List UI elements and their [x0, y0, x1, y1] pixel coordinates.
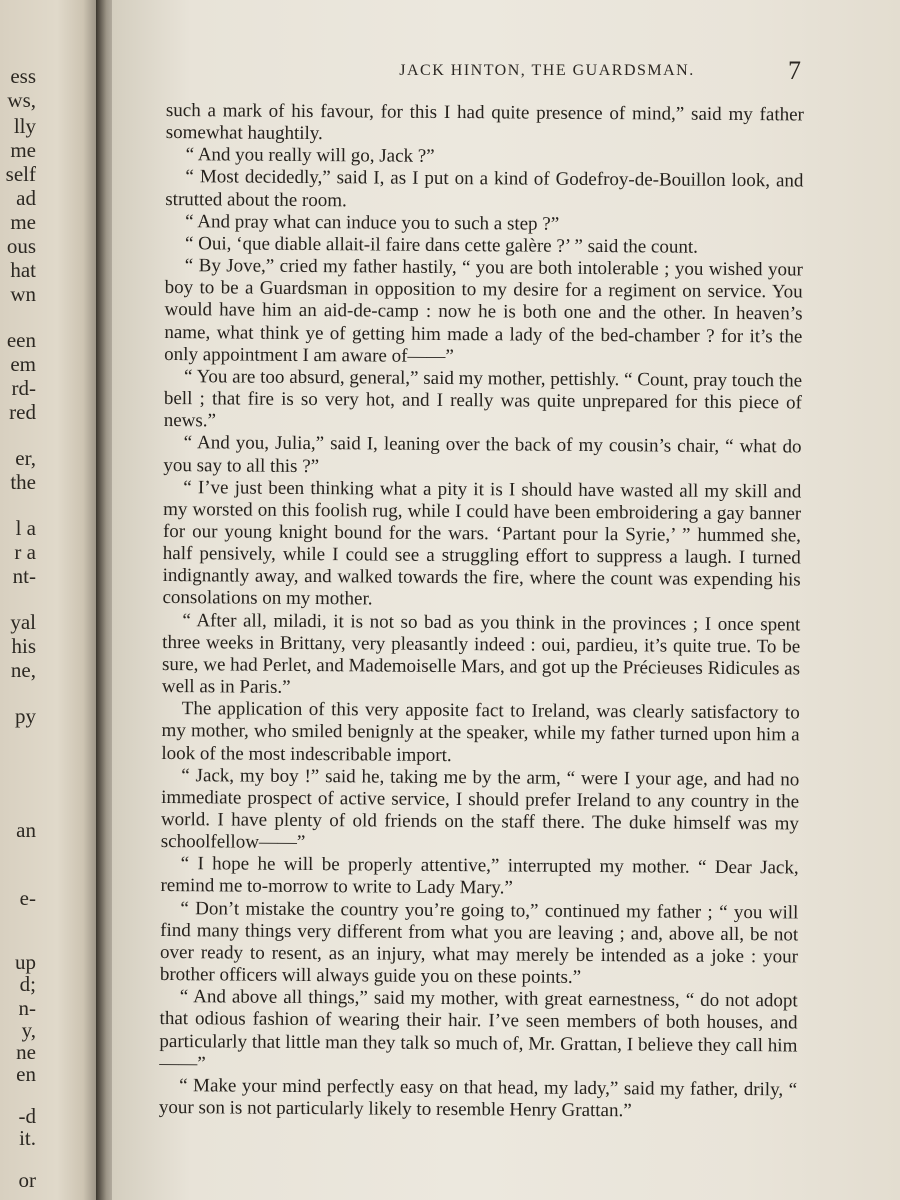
left-page-fragment: his — [11, 634, 36, 658]
paragraph: “ And pray what can induce you to such a step ?” — [185, 210, 560, 235]
left-page-fragment: r a — [14, 540, 36, 564]
left-page-fragment: en — [16, 1062, 36, 1086]
paragraph: “ After all, miladi, it is not so bad as you think in the provinces ; I once spent three weeks in Brittany, very pleasantly indeed : oui, pardieu, it’s quite true. To be sure, we had Perlet, and Mademoiselle Mars, and got up the Précieuses Ridicules as well as in Paris.” — [161, 609, 801, 698]
paragraph: “ I hope he will be properly attentive,” interrupted my mother. “ Dear Jack, remind me to-morrow to write to Lady Mary.” — [160, 853, 799, 899]
left-page-fragment: an — [16, 818, 36, 842]
left-page-fragment: it. — [19, 1126, 36, 1150]
left-page-fragment: red — [9, 400, 36, 424]
paragraph: such a mark of his favour, for this I had quite presence of mind,” said my father somewhat haughtily. — [165, 100, 804, 145]
left-page-fragment: py — [15, 704, 36, 728]
left-page-fragment: er, — [15, 446, 36, 470]
left-page-fragment: wn — [10, 282, 36, 306]
left-page-fragment: e- — [19, 886, 36, 910]
left-page-fragment: em — [10, 352, 36, 376]
left-page-fragment: ess — [10, 64, 36, 88]
left-page-fragment: me — [10, 138, 36, 162]
left-page-fragment: the — [10, 470, 36, 494]
left-page-fragment: me — [10, 210, 36, 234]
paragraph: “ By Jove,” cried my father hastily, “ you are both intolerable ; you wished your boy to be a Guardsman in opposition to my desire for a regiment on service. You would have him an aid-de-camp : now he is both one and the other. In heaven’s name, what think ye of getting him made a lady of the bed-chamber ? for it’s the only appointment I am aware of——” — [164, 255, 803, 367]
paragraph: “ Make your mind perfectly easy on that head, my lady,” said my father, drily, “ your son is not particularly likely to resemble Henry Grattan.” — [158, 1074, 798, 1122]
paragraph: “ You are too absurd, general,” said my mother, pettishly. “ Count, pray touch the bell ; that fire is so very hot, and I really was quite unprepared for this piece of news.” — [163, 366, 803, 432]
left-page-fragment: rd- — [11, 376, 36, 400]
page-number: 7 — [788, 56, 801, 85]
left-page-fragment: een — [6, 328, 36, 352]
left-page-fragment: n- — [18, 996, 36, 1020]
paragraph: “ I’ve just been thinking what a pity it is I should have wasted all my skill and my worsted on this foolish rug, while I could have been embroidering a gay banner for our young knight bound for the wars. ‘Partant pour la Syrie,’ ” hummed she, half pensively, while I could see a struggling effort to suppress a laugh. I turned indignantly away, and walked towards the fire, where the count was expending his consolations on my mother. — [162, 476, 802, 610]
left-page-fragment: ad — [16, 186, 36, 210]
left-page-fragment: lly — [13, 114, 36, 138]
paragraph: “ Jack, my boy !” said he, taking me by the arm, “ were I your age, and had no immediate prospect of active service, I should prefer Ireland to any country in the world. I have plenty of old friends on the staff there. The duke himself was my schoolfellow——” — [160, 764, 800, 854]
left-page-fragment: or — [18, 1168, 36, 1192]
paragraph: The application of this very apposite fact to Ireland, was clearly satisfactory to my mother, who smiled benignly at the speaker, while my father turned upon him a look of the most indescribable import. — [161, 698, 800, 766]
left-page-fragment: l a — [15, 516, 36, 540]
body-text — [159, 100, 804, 1124]
left-page-fragment: ne — [16, 1040, 36, 1064]
paragraph: “ And you really will go, Jack ?” — [185, 144, 435, 168]
paragraph: “ And above all things,” said my mother, with great earnestness, “ do not adopt that odious fashion of wearing their hair. I’ve seen members of both houses, and particularly that little man they talk so much of, Mr. Grattan, I believe they call him——” — [159, 986, 798, 1075]
left-page-fragment: hat — [10, 258, 36, 282]
left-page-fragment: self — [5, 162, 36, 186]
left-page-fragment: ne, — [10, 658, 36, 682]
paragraph: “ Most decidedly,” said I, as I put on a kind of Godefroy-de-Bouillon look, and strutted about the room. — [165, 166, 804, 211]
left-page-fragment: y, — [21, 1018, 36, 1042]
paragraph: “ Oui, ‘que diable allait-il faire dans cette galère ?’ ” said the count. — [184, 233, 698, 258]
left-page-fragment: d; — [19, 972, 36, 996]
paragraph: “ And you, Julia,” said I, leaning over the back of my cousin’s chair, “ what do you say to all this ?” — [163, 432, 802, 477]
left-page-fragment: ws, — [7, 88, 36, 112]
paragraph: “ Don’t mistake the country you’re going to,” continued my father ; “ you will find many things very different from what you are leaving ; and, above all, be not over ready to resent, as an injury, what may merely be intended as a joke : your brother officers will always guide you on these points.” — [159, 897, 799, 989]
left-page-fragment: -d — [18, 1104, 36, 1128]
left-page-fragment: nt- — [12, 564, 36, 588]
left-page-fragment: up — [15, 950, 36, 974]
left-page-fragment: yal — [10, 610, 36, 634]
running-head: JACK HINTON, THE GUARDSMAN. — [399, 62, 695, 79]
left-page — [0, 0, 104, 1200]
left-page-fragment: ous — [6, 234, 36, 258]
right-page — [112, 0, 900, 1200]
